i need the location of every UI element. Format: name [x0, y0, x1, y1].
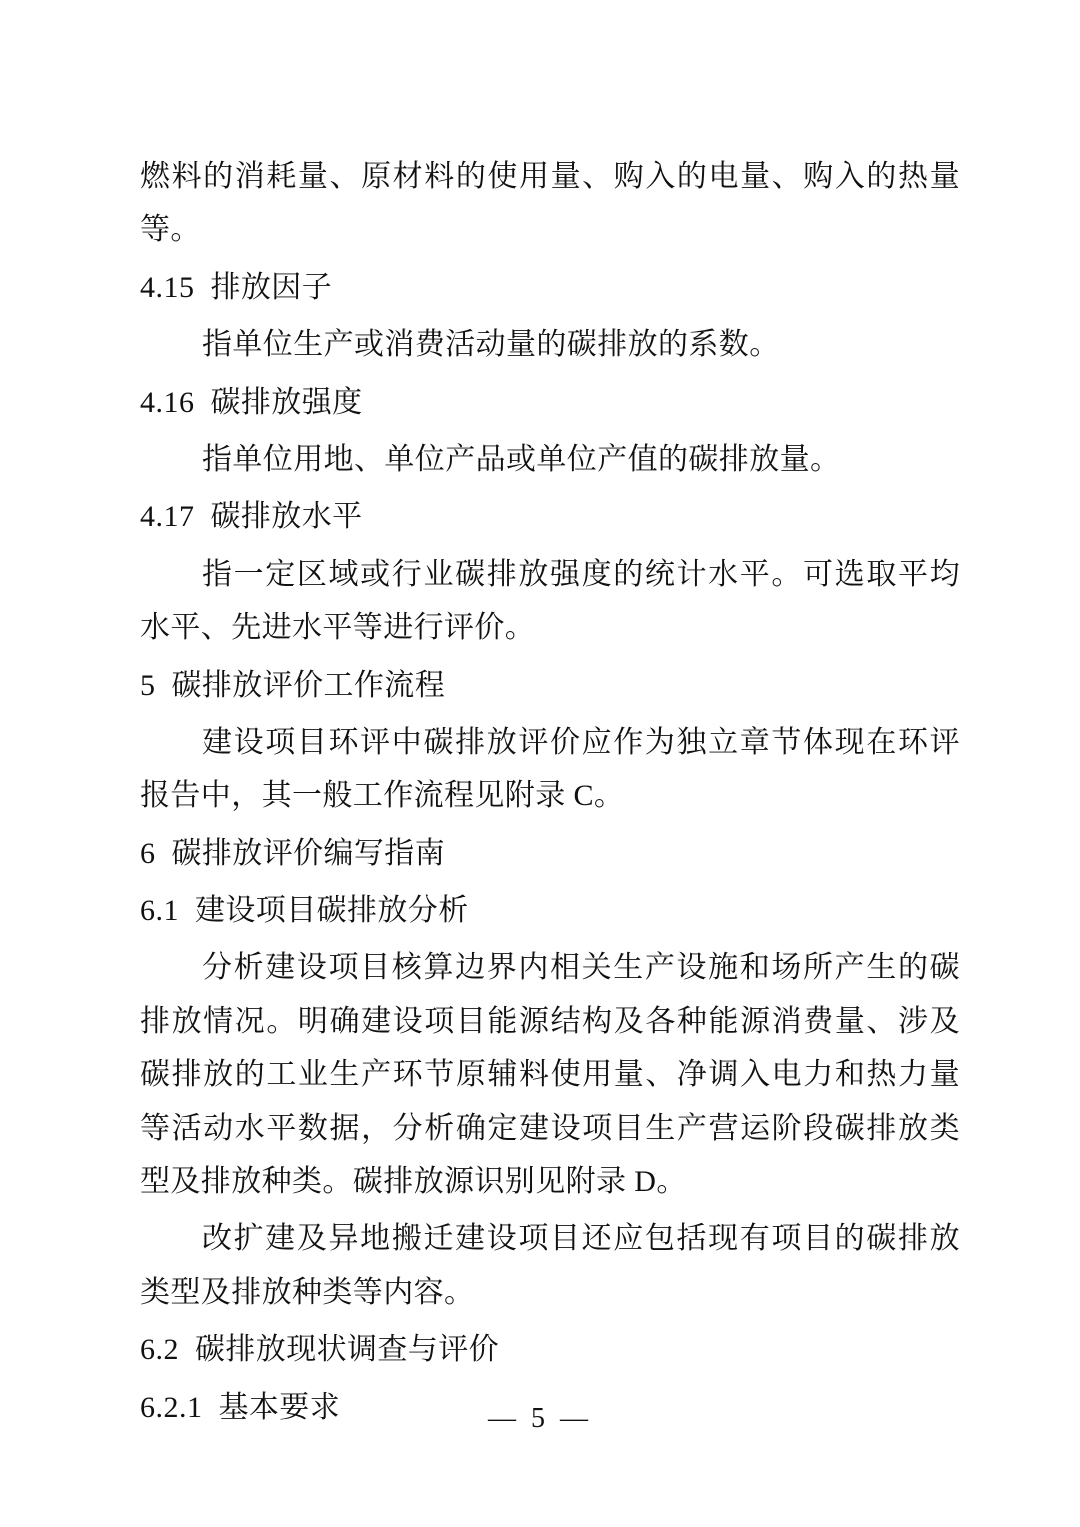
heading-number: 4.16 — [140, 385, 195, 419]
heading-title: 碳排放评价编写指南 — [171, 836, 446, 870]
paragraph-continuation: 燃料的消耗量、原材料的使用量、购入的电量、购入的热量等。 — [140, 160, 960, 247]
heading-title: 基本要求 — [218, 1390, 341, 1424]
heading-6 — [140, 827, 960, 880]
heading-number: 6.2 — [140, 1333, 179, 1367]
paragraph-4-16-body: 指单位用地、单位产品或单位产值的碳排放量。 — [202, 442, 841, 476]
heading-title: 碳排放水平 — [210, 500, 363, 534]
heading-6-2 — [140, 1323, 960, 1376]
heading-4-17 — [140, 490, 960, 543]
heading-number: 6 — [140, 836, 156, 870]
paragraph-4-15-body: 指单位生产或消费活动量的碳排放的系数。 — [202, 328, 780, 362]
document-body — [140, 150, 960, 1434]
paragraph-6-1-body-2: 改扩建及异地搬迁建设项目还应包括现有项目的碳排放类型及排放种类等内容。 — [140, 1222, 960, 1309]
heading-number: 6.2.1 — [140, 1390, 203, 1424]
heading-number: 6.1 — [140, 894, 179, 928]
heading-number: 4.15 — [140, 270, 195, 304]
heading-title: 碳排放现状调查与评价 — [195, 1333, 499, 1367]
heading-5 — [140, 659, 960, 712]
paragraph-5-body: 建设项目环评中碳排放评价应作为独立章节体现在环评报告中，其一般工作流程见附录 C。 — [140, 725, 960, 813]
heading-4-16 — [140, 376, 960, 429]
heading-title: 碳排放强度 — [210, 385, 363, 419]
page-number: — 5 — — [488, 1403, 592, 1434]
heading-title: 碳排放评价工作流程 — [171, 668, 446, 702]
heading-4-15 — [140, 261, 960, 314]
paragraph-4-17-body: 指一定区域或行业碳排放强度的统计水平。可选取平均水平、先进水平等进行评价。 — [140, 557, 960, 645]
heading-number: 5 — [140, 668, 156, 702]
paragraph-6-1-body: 分析建设项目核算边界内相关生产设施和场所产生的碳排放情况。明确建设项目能源结构及各种能源消费量、涉及碳排放的工业生产环节原辅料使用量、净调入电力和热力量等活动水平数据，分析确定建设项目生产营运阶段碳排放类型及排放种类。碳排放源识别见附录 D。 — [140, 951, 960, 1199]
heading-title: 建设项目碳排放分析 — [195, 894, 469, 928]
heading-number: 4.17 — [140, 500, 195, 534]
heading-6-1 — [140, 884, 960, 937]
heading-title: 排放因子 — [210, 270, 333, 304]
